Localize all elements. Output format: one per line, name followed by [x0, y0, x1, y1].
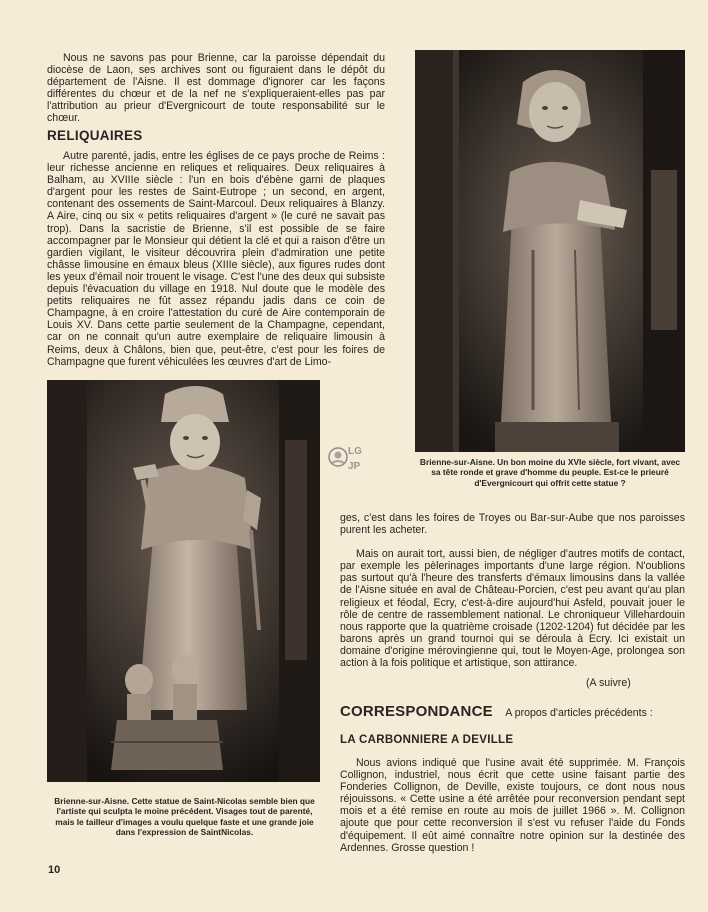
intro-paragraph — [47, 52, 385, 125]
page-number: 10 — [48, 864, 61, 876]
monk-statue-image — [415, 50, 685, 452]
intro-text: Nous ne savons pas pour Brienne, car la paroisse dépendait du diocèse de Laon, ses archives sont ou figuraient dans le dépôt du département de l'Aisne. Il est dommage d'ignorer car les façons différentes du chœur et de la nef ne s'expliqueraient-elles pas par l'attribution au prieur d'Evergnicourt de toute responsabilité sur le chœur. — [47, 52, 385, 125]
reliquaires-text — [47, 150, 385, 368]
carbonniere-heading: LA CARBONNIERE A DEVILLE — [340, 734, 514, 746]
to-be-continued: (A suivre) — [586, 677, 631, 689]
continuation-paragraph-2: Mais on aurait tort, aussi bien, de négliger d'autres motifs de contact, par exemple les pèlerinages importants d'une large région. N'oublions pas surtout qu'à l'heure des transferts d'émaux limousins dans la vallée de l'Aisne située en aval de Château-Porcien, c'est peu avant qu'au plan religieux et féodal, Ecry, c'est-à-dire aujourd'hui Asfeld, pouvait jouer le rôle de centre de rassemblement national. Le chroniqueur Villehardouin nous rapporte que la quatrième croisade (1202-1204) fut décidée par les barons après un grand tournoi qui se déroula à Ecry. Ici existait un domaine d'origine mérovingienne qui, tout le Moyen-Age, prolongea son action à la fois politique et artistique, son attirance. — [340, 548, 685, 670]
reliquaires-heading: RELIQUAIRES — [47, 128, 143, 143]
logo-text-top: LG — [348, 446, 362, 457]
continuation-text — [340, 512, 685, 669]
reliquaires-paragraph: Autre parenté, jadis, entre les églises de ce pays proche de Reims : leur richesse ancienne en reliques et reliquaires. Deux reliquaires à Balham, au XVIIIe siècle : l'un en bois d'ébène garni de plaques d'argent pour les restes de Saint-Eutrope ; un second, en argent, contenant des ossements de Saint-Marcoul. Deux reliquaires à Blanzy. A Aire, cinq ou six « petits reliquaires d'argent » (le curé ne savait pas trop). Dans la sacristie de Brienne, s'il est possible de se faire accompagner par le Monsieur qui détient la clé et qui a raison d'être un gardien vigilant, le visiteur découvrira plein d'admiration une petite châsse limousine en émaux bleus (XIIIe siècle), aux figures rudes dont les yeux d'émail noir trouent le visage. C'est l'une des deux qui subsiste depuis l'évacuation du village en 1918. Nul doute que le modèle des petits reliquaires ne fût assez répandu jadis dans ce coin de Champagne, à en croire l'attestation du curé de Aire contemporain de Louis XV. Dans cette partie seulement de la Champagne, cependant, car on ne connait qu'un autre exemplaire de reliquaire limousin à Reims, deux à Châlons, bien que, peut-être, c'est pour les foires de Champagne que furent véhiculées les œuvres d'art de Limo- — [47, 150, 385, 368]
carbonniere-paragraph: Nous avions indiqué que l'usine avait été supprimée. M. François Collignon, industriel, nous écrit que cette usine faisant partie des Fonderies Collignon, de Deville, existe toujours, ce dont nous nous réjouissons. « Cette usine a été arrêtée pour reconversion pendant sept mois et a été remise en route au mois de juillet 1966 ». M. Collignon ajoute que pour cette reconversion il s'est vu refuser l'aide du Fonds d'équipement. Il eût aimé connaître notre opinion sur la destinée des Ardennes. Grosse question ! — [340, 757, 685, 854]
logo-text-bottom: JP — [348, 461, 361, 472]
correspondance-subtitle: A propos d'articles précédents : — [505, 707, 653, 719]
lgjp-logo-icon — [326, 439, 368, 475]
saint-nicolas-statue-image — [47, 380, 320, 782]
carbonniere-text — [340, 757, 685, 854]
correspondance-title: CORRESPONDANCE — [340, 703, 493, 720]
photo-saint-nicolas-statue — [47, 380, 320, 782]
lgjp-logo — [326, 439, 368, 475]
photo-saint-nicolas-caption: Brienne-sur-Aisne. Cette statue de Saint-Nicolas semble bien que l'artiste qui sculpta le moine précédent. Visages tout de parenté, mais le tailleur d'images a voulu quelque faste et une grande joie dans l'expression de SaintNicolas. — [54, 796, 315, 838]
photo-monk-caption: Brienne-sur-Aisne. Un bon moine du XVIe siècle, fort vivant, avec sa tête ronde et grave d'homme du peuple. Est-ce le prieuré d'Evergnicourt qui offrit cette statue ? — [419, 457, 681, 488]
correspondance-header — [340, 703, 685, 721]
continuation-paragraph-1: ges, c'est dans les foires de Troyes ou Bar-sur-Aube que nos paroisses purent les acheter. — [340, 512, 685, 537]
photo-monk-statue — [415, 50, 685, 452]
